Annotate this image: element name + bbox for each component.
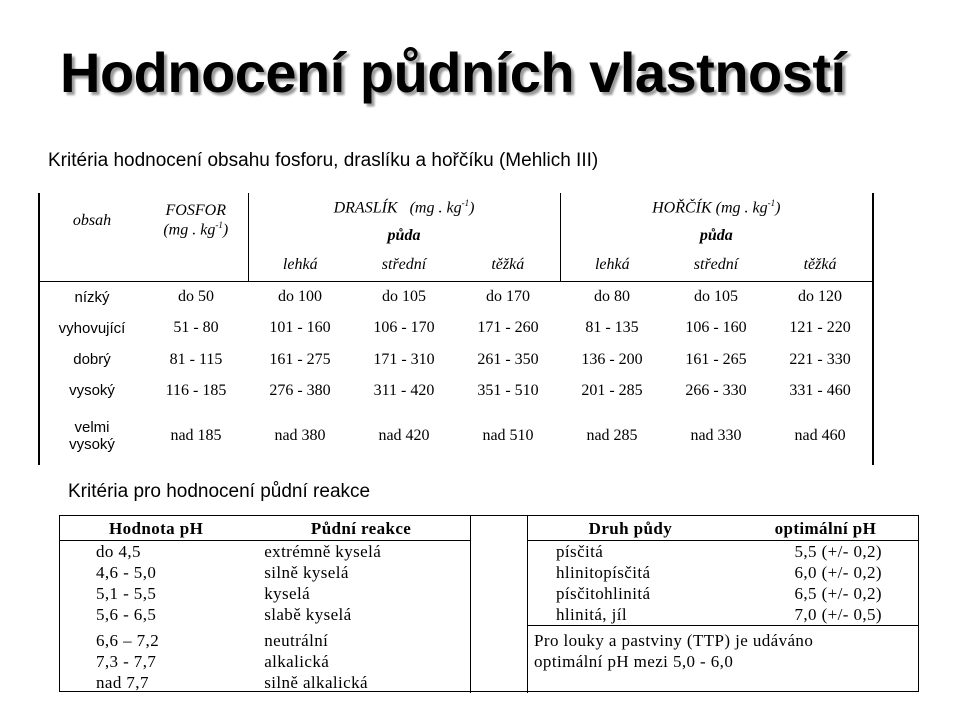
section-heading-ph: Kritéria pro hodnocení půdní reakce bbox=[68, 481, 371, 502]
table-cell: 351 - 510 bbox=[477, 381, 539, 399]
table-row bbox=[60, 672, 918, 693]
table-cell: do 80 bbox=[594, 288, 631, 306]
table-row bbox=[60, 562, 918, 583]
soil-reaction: kyselá bbox=[264, 584, 311, 603]
table-cell: 81 - 135 bbox=[585, 319, 639, 337]
table-cell: 276 - 380 bbox=[269, 381, 331, 399]
ph-value: 7,3 - 7,7 bbox=[96, 652, 157, 671]
soil-type-header: střední bbox=[693, 256, 739, 274]
header-draslik: DRASLÍK (mg . $kg^{-1}$) bbox=[248, 193, 560, 223]
table-row bbox=[60, 651, 918, 672]
table-cell: do 120 bbox=[798, 288, 843, 306]
table-cell: nad 510 bbox=[482, 426, 534, 444]
soil-type: písčitá bbox=[556, 542, 604, 561]
ph-value: 4,6 - 5,0 bbox=[96, 563, 157, 582]
table-cell: do 105 bbox=[694, 288, 739, 306]
pasture-note-line2: optimální pH mezi 5,0 - 6,0 bbox=[534, 652, 734, 671]
ph-value: do 4,5 bbox=[96, 542, 141, 561]
table-cell: 266 - 330 bbox=[685, 381, 747, 399]
table-cell: do 105 bbox=[382, 288, 426, 306]
table-cell: nad 285 bbox=[586, 426, 638, 444]
soil-type-header: těžká bbox=[456, 249, 560, 281]
table-cell: 331 - 460 bbox=[789, 381, 851, 399]
soil-reaction: silně kyselá bbox=[264, 563, 349, 582]
header-puda-draslik: půda bbox=[248, 223, 560, 249]
row-label: vysoký bbox=[69, 382, 115, 400]
table-cell: 121 - 220 bbox=[789, 319, 851, 337]
ph-value: nad 7,7 bbox=[96, 673, 149, 692]
header-puda-horcik: půda bbox=[699, 227, 733, 245]
optimal-ph: 6,5 (+/- 0,2) bbox=[794, 584, 882, 603]
soil-type: písčitohlinitá bbox=[556, 584, 651, 603]
table-cell: nad 380 bbox=[274, 426, 326, 444]
table-cell: 116 - 185 bbox=[165, 381, 227, 399]
table-cell: 81 - 115 bbox=[169, 350, 223, 368]
table-row bbox=[40, 375, 872, 406]
table-row bbox=[60, 583, 918, 604]
table-cell: 161 - 265 bbox=[685, 350, 747, 368]
optimal-ph: 7,0 (+/- 0,5) bbox=[733, 604, 918, 626]
header-soil-type: Druh půdy bbox=[528, 516, 733, 541]
soil-type-header: lehká bbox=[282, 256, 318, 274]
table-row bbox=[60, 604, 918, 626]
nutrient-criteria-table bbox=[38, 193, 874, 465]
table-cell: nad 420 bbox=[378, 426, 430, 444]
table-cell: 171 - 310 bbox=[373, 350, 435, 368]
table-row bbox=[40, 313, 872, 344]
soil-reaction: slabě kyselá bbox=[264, 605, 352, 625]
table-cell: nad 185 bbox=[170, 426, 222, 444]
soil-type: hlinitopísčitá bbox=[556, 563, 651, 582]
soil-reaction: neutrální bbox=[264, 631, 329, 650]
soil-reaction: extrémně kyselá bbox=[264, 542, 382, 561]
header-horcik: HOŘČÍK (mg . $kg^{-1}$) bbox=[652, 198, 781, 217]
table-cell: 101 - 160 bbox=[269, 319, 331, 337]
soil-type-header: lehká bbox=[594, 256, 630, 274]
soil-type: hlinitá, jíl bbox=[528, 604, 733, 626]
header-optimal-ph: optimální pH bbox=[733, 516, 918, 541]
table-cell: do 50 bbox=[178, 288, 214, 306]
ph-value: 5,1 - 5,5 bbox=[96, 584, 157, 603]
table-row bbox=[40, 344, 872, 375]
soil-type-header: těžká bbox=[803, 256, 837, 274]
row-label: velmi vysoký bbox=[69, 418, 115, 453]
header-soil-reaction: Půdní reakce bbox=[252, 516, 470, 541]
ph-criteria-table bbox=[59, 515, 919, 692]
table-cell: 51 - 80 bbox=[173, 319, 219, 337]
slide-title: Hodnocení půdních vlastností bbox=[60, 41, 846, 104]
table-cell: 136 - 200 bbox=[581, 350, 643, 368]
soil-reaction: silně alkalická bbox=[264, 673, 368, 692]
header-ph-value: Hodnota pH bbox=[60, 516, 252, 541]
soil-reaction: alkalická bbox=[264, 652, 330, 671]
table-cell: 221 - 330 bbox=[789, 350, 851, 368]
table-row bbox=[40, 282, 872, 313]
ph-value: 6,6 – 7,2 bbox=[96, 631, 160, 650]
table-cell: 171 - 260 bbox=[477, 319, 539, 337]
soil-type-header: střední bbox=[381, 256, 427, 274]
table-cell: 161 - 275 bbox=[269, 350, 331, 368]
table-cell: 311 - 420 bbox=[373, 381, 435, 399]
ph-value: 5,6 - 6,5 bbox=[96, 605, 157, 625]
table-cell: 106 - 170 bbox=[373, 319, 435, 337]
pasture-note-line1: Pro louky a pastviny (TTP) je udáváno bbox=[534, 631, 814, 650]
header-obsah: obsah bbox=[72, 212, 112, 230]
row-label: dobrý bbox=[73, 351, 111, 369]
table-header-row bbox=[60, 516, 918, 541]
table-row bbox=[40, 407, 872, 465]
row-label: nízký bbox=[74, 288, 110, 306]
table-row bbox=[60, 541, 918, 563]
table-cell: do 100 bbox=[278, 288, 322, 306]
table-cell: 201 - 285 bbox=[581, 381, 643, 399]
row-label: vyhovující bbox=[58, 319, 126, 337]
table-cell: do 170 bbox=[486, 288, 530, 306]
table-cell: nad 460 bbox=[794, 426, 846, 444]
optimal-ph: 6,0 (+/- 0,2) bbox=[794, 563, 882, 582]
optimal-ph: 5,5 (+/- 0,2) bbox=[794, 542, 882, 561]
table-row bbox=[60, 630, 918, 651]
table-cell: 106 - 160 bbox=[685, 319, 747, 337]
table-cell: nad 330 bbox=[690, 426, 742, 444]
header-fosfor: FOSFOR (mg . $kg^{-1}$) bbox=[144, 193, 248, 249]
table-cell: 261 - 350 bbox=[477, 350, 539, 368]
section-heading-phosphorus: Kritéria hodnocení obsahu fosforu, draslíku a hořčíku (Mehlich III) bbox=[48, 150, 599, 171]
